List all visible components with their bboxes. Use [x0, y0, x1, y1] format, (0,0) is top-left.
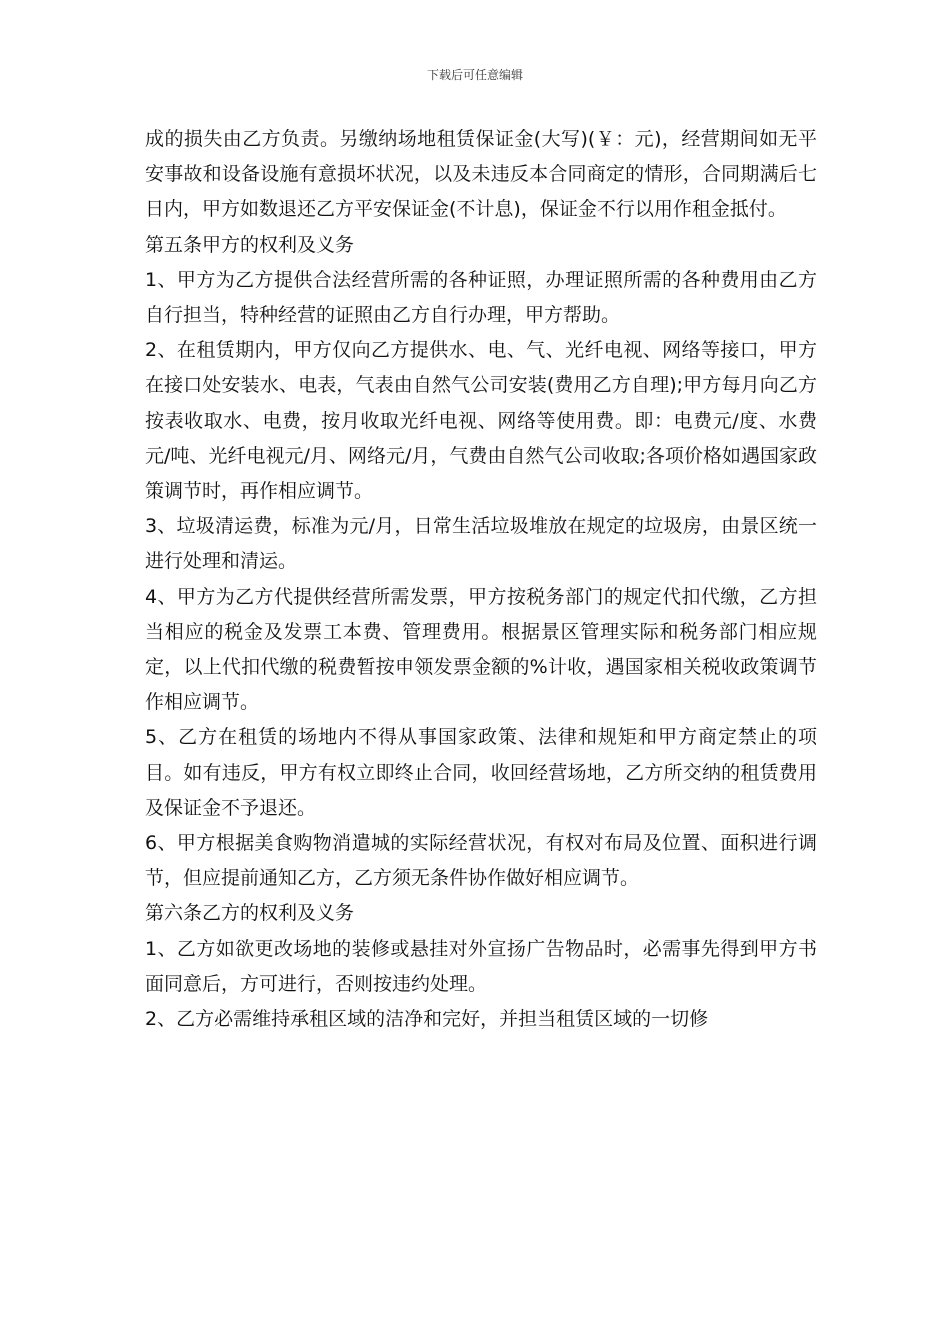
document-body [145, 122, 817, 1037]
paragraph-item: 5、乙方在租赁的场地内不得从事国家政策、法律和规矩和甲方商定禁止的项目。如有违反，甲方有权立即终止合同，收回经营场地，乙方所交纳的租赁费用及保证金不予退还。 [145, 726, 817, 819]
paragraph-item: 1、乙方如欲更改场地的装修或悬挂对外宣扬广告物品时，必需事先得到甲方书面同意后，方可进行，否则按违约处理。 [145, 937, 817, 995]
paragraph-item: 1、甲方为乙方提供合法经营所需的各种证照，办理证照所需的各种费用由乙方自行担当，特种经营的证照由乙方自行办理，甲方帮助。 [145, 268, 817, 327]
paragraph-item: 6、甲方根据美食购物消遣城的实际经营状况，有权对布局及位置、面积进行调节，但应提前通知乙方，乙方须无条件协作做好相应调节。 [145, 832, 817, 890]
paragraph-item: 3、垃圾清运费，标准为元/月，日常生活垃圾堆放在规定的垃圾房，由景区统一进行处理和清运。 [145, 515, 817, 573]
page-header: 下载后可任意编辑 [426, 68, 523, 82]
paragraph-item: 2、在租赁期内，甲方仅向乙方提供水、电、气、光纤电视、网络等接口，甲方在接口处安装水、电表，气表由自然气公司安装(费用乙方自理);甲方每月向乙方按表收取水、电费，按月收取光纤电视、网络等使用费。即：电费元/度、水费元/吨、光纤电视元/月、网络元/月，气费由自然气公司收取;各项价格如遇国家政策调节时，再作相应调节。 [145, 339, 817, 503]
paragraph-item: 4、甲方为乙方代提供经营所需发票，甲方按税务部门的规定代扣代缴，乙方担当相应的税金及发票工本费、管理费用。根据景区管理实际和税务部门相应规定，以上代扣代缴的税费暂按申领发票金额的%计收，遇国家相关税收政策调节作相应调节。 [145, 585, 817, 714]
section-heading-article-6: 第六条乙方的权利及义务 [145, 902, 355, 925]
paragraph-deposit: 成的损失由乙方负责。另缴纳场地租赁保证金(大写)(￥：元)，经营期间如无平安事故和设备设施有意损坏状况，以及未违反本合同商定的情形，合同期满后七日内，甲方如数退还乙方平安保证金(不计息)，保证金不行以用作租金抵付。 [145, 128, 817, 221]
section-heading-article-5: 第五条甲方的权利及义务 [145, 233, 355, 256]
paragraph-item: 2、乙方必需维持承租区域的洁净和完好，并担当租赁区域的一切修 [145, 1008, 709, 1031]
